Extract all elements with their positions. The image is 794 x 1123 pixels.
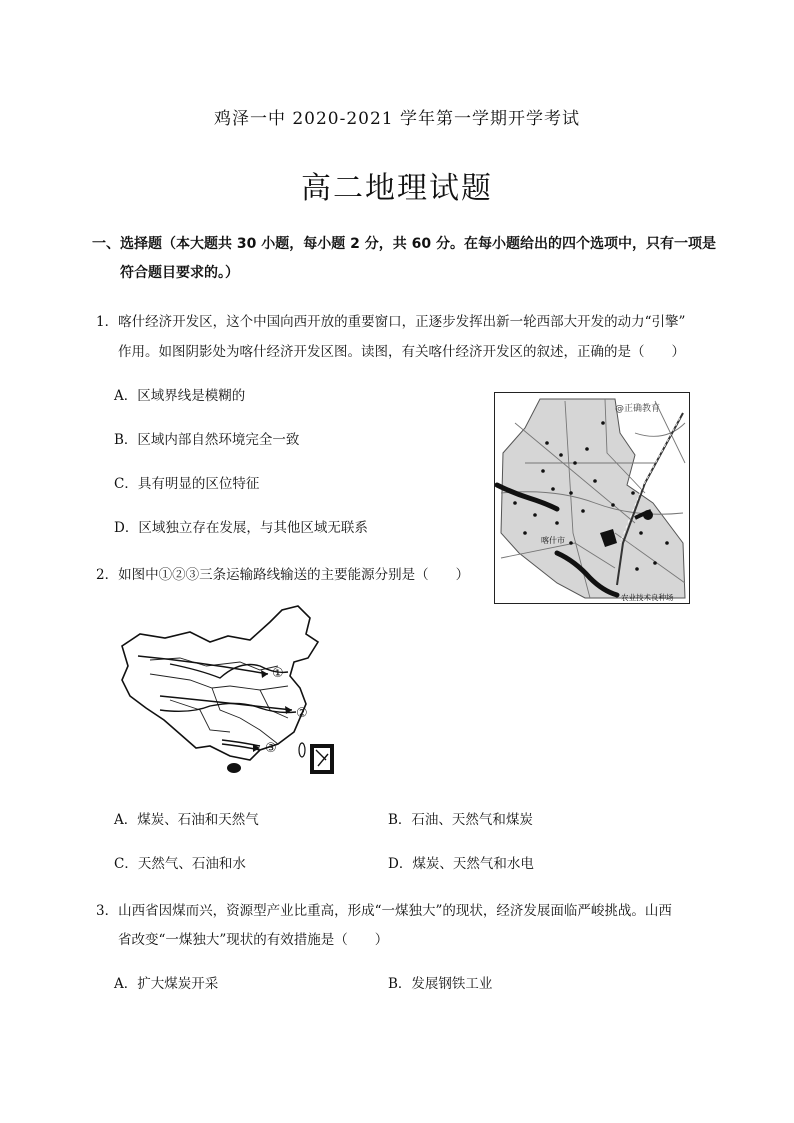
q2-option-d: D．煤炭、天然气和水电 — [388, 856, 534, 872]
section-heading: 一、选择题（本大题共 30 小题，每小题 2 分，共 60 分。在每小题给出的四个选项中，只有一项是 — [92, 236, 716, 252]
section-heading-cont: 符合题目要求的。） — [120, 265, 239, 281]
q3-option-a: A．扩大煤炭开采 — [114, 976, 219, 992]
map-watermark: @正确教育 — [615, 404, 661, 414]
route-3-label: ③ — [265, 741, 277, 756]
route-1-label: ① — [272, 666, 284, 681]
exam-header: 鸡泽一中 2020-2021 学年第一学期开学考试 — [213, 109, 581, 129]
question-3-stem: 3．山西省因煤而兴，资源型产业比重高，形成“一煤独大”的现状，经济发展面临严峻挑战。山西 — [96, 903, 672, 919]
question-1-stem-cont: 作用。如图阴影处为喀什经济开发区图。读图，有关喀什经济开发区的叙述，正确的是（ ） — [118, 344, 685, 360]
q1-option-b: B．区域内部自然环境完全一致 — [114, 432, 300, 448]
page-title: 高二地理试题 — [301, 171, 493, 206]
q1-option-d: D．区域独立存在发展，与其他区域无联系 — [114, 520, 368, 536]
q2-option-c: C．天然气、石油和水 — [114, 856, 246, 872]
q1-option-c: C．具有明显的区位特征 — [114, 476, 260, 492]
kashgar-map-drawing — [495, 393, 689, 603]
china-map-drawing — [110, 600, 340, 780]
map-farm-label: 农业技术良种场 — [621, 593, 674, 602]
q2-option-a: A．煤炭、石油和天然气 — [114, 812, 259, 828]
q3-option-b: B．发展钢铁工业 — [388, 976, 493, 992]
route-2-label: ② — [296, 706, 308, 721]
q1-option-a: A．区域界线是模糊的 — [114, 388, 246, 404]
map-city-label: 喀什市 — [541, 536, 565, 545]
kashgar-zone-map — [494, 392, 690, 604]
q2-option-b: B．石油、天然气和煤炭 — [388, 812, 533, 828]
china-routes-map — [110, 600, 340, 780]
question-1-stem: 1．喀什经济开发区，这个中国向西开放的重要窗口，正逐步发挥出新一轮西部大开发的动力“引擎” — [96, 314, 686, 330]
question-2-stem: 2．如图中①②③三条运输路线输送的主要能源分别是（ ） — [96, 567, 470, 583]
question-3-stem-cont: 省改变“一煤独大”现状的有效措施是（ ） — [118, 932, 389, 948]
